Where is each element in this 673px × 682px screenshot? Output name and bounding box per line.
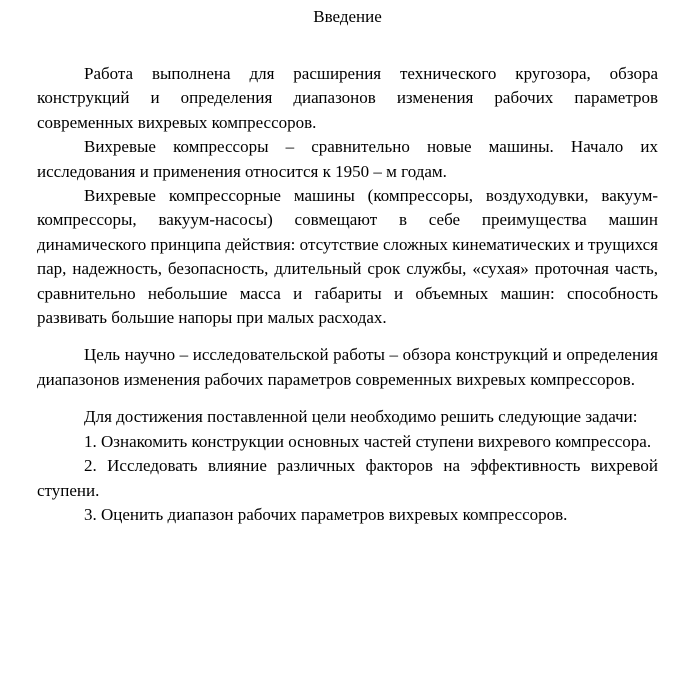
paragraph-advantages: Вихревые компрессорные машины (компрессоры, воздуходувки, вакуум-компрессоры, вакуум-насосы) совмещают в себе преимущества машин динамического принципа действия: отсутствие сложных кинематических и трущихся пар, надежность, безопасность, длительный срок службы, «сухая» проточная часть, сравнительно небольшие масса и габариты и объемных машин: способность развивать большие напоры при малых расходах. (37, 186, 658, 328)
paragraph-tasks-intro: Для достижения поставленной цели необходимо решить следующие задачи: (84, 407, 638, 427)
paragraph-goal: Цель научно – исследовательской работы – обзора конструкций и определения диапазонов изменения рабочих параметров современных вихревых компрессоров. (37, 345, 658, 389)
task-item-3: 3. Оценить диапазон рабочих параметров вихревых компрессоров. (84, 504, 568, 524)
paragraph-history: Вихревые компрессоры – сравнительно новые машины. Начало их исследования и применения относится к 1950 – м годам. (37, 137, 658, 181)
paragraph-purpose: Работа выполнена для расширения технического кругозора, обзора конструкций и определения диапазонов изменения рабочих параметров современных вихревых компрессоров. (37, 64, 658, 132)
task-item-1: 1. Ознакомить конструкции основных частей ступени вихревого компрессора. (84, 431, 652, 451)
task-item-2: 2. Исследовать влияние различных факторов на эффективность вихревой ступени. (37, 456, 658, 500)
document-title: Введение (313, 7, 382, 26)
